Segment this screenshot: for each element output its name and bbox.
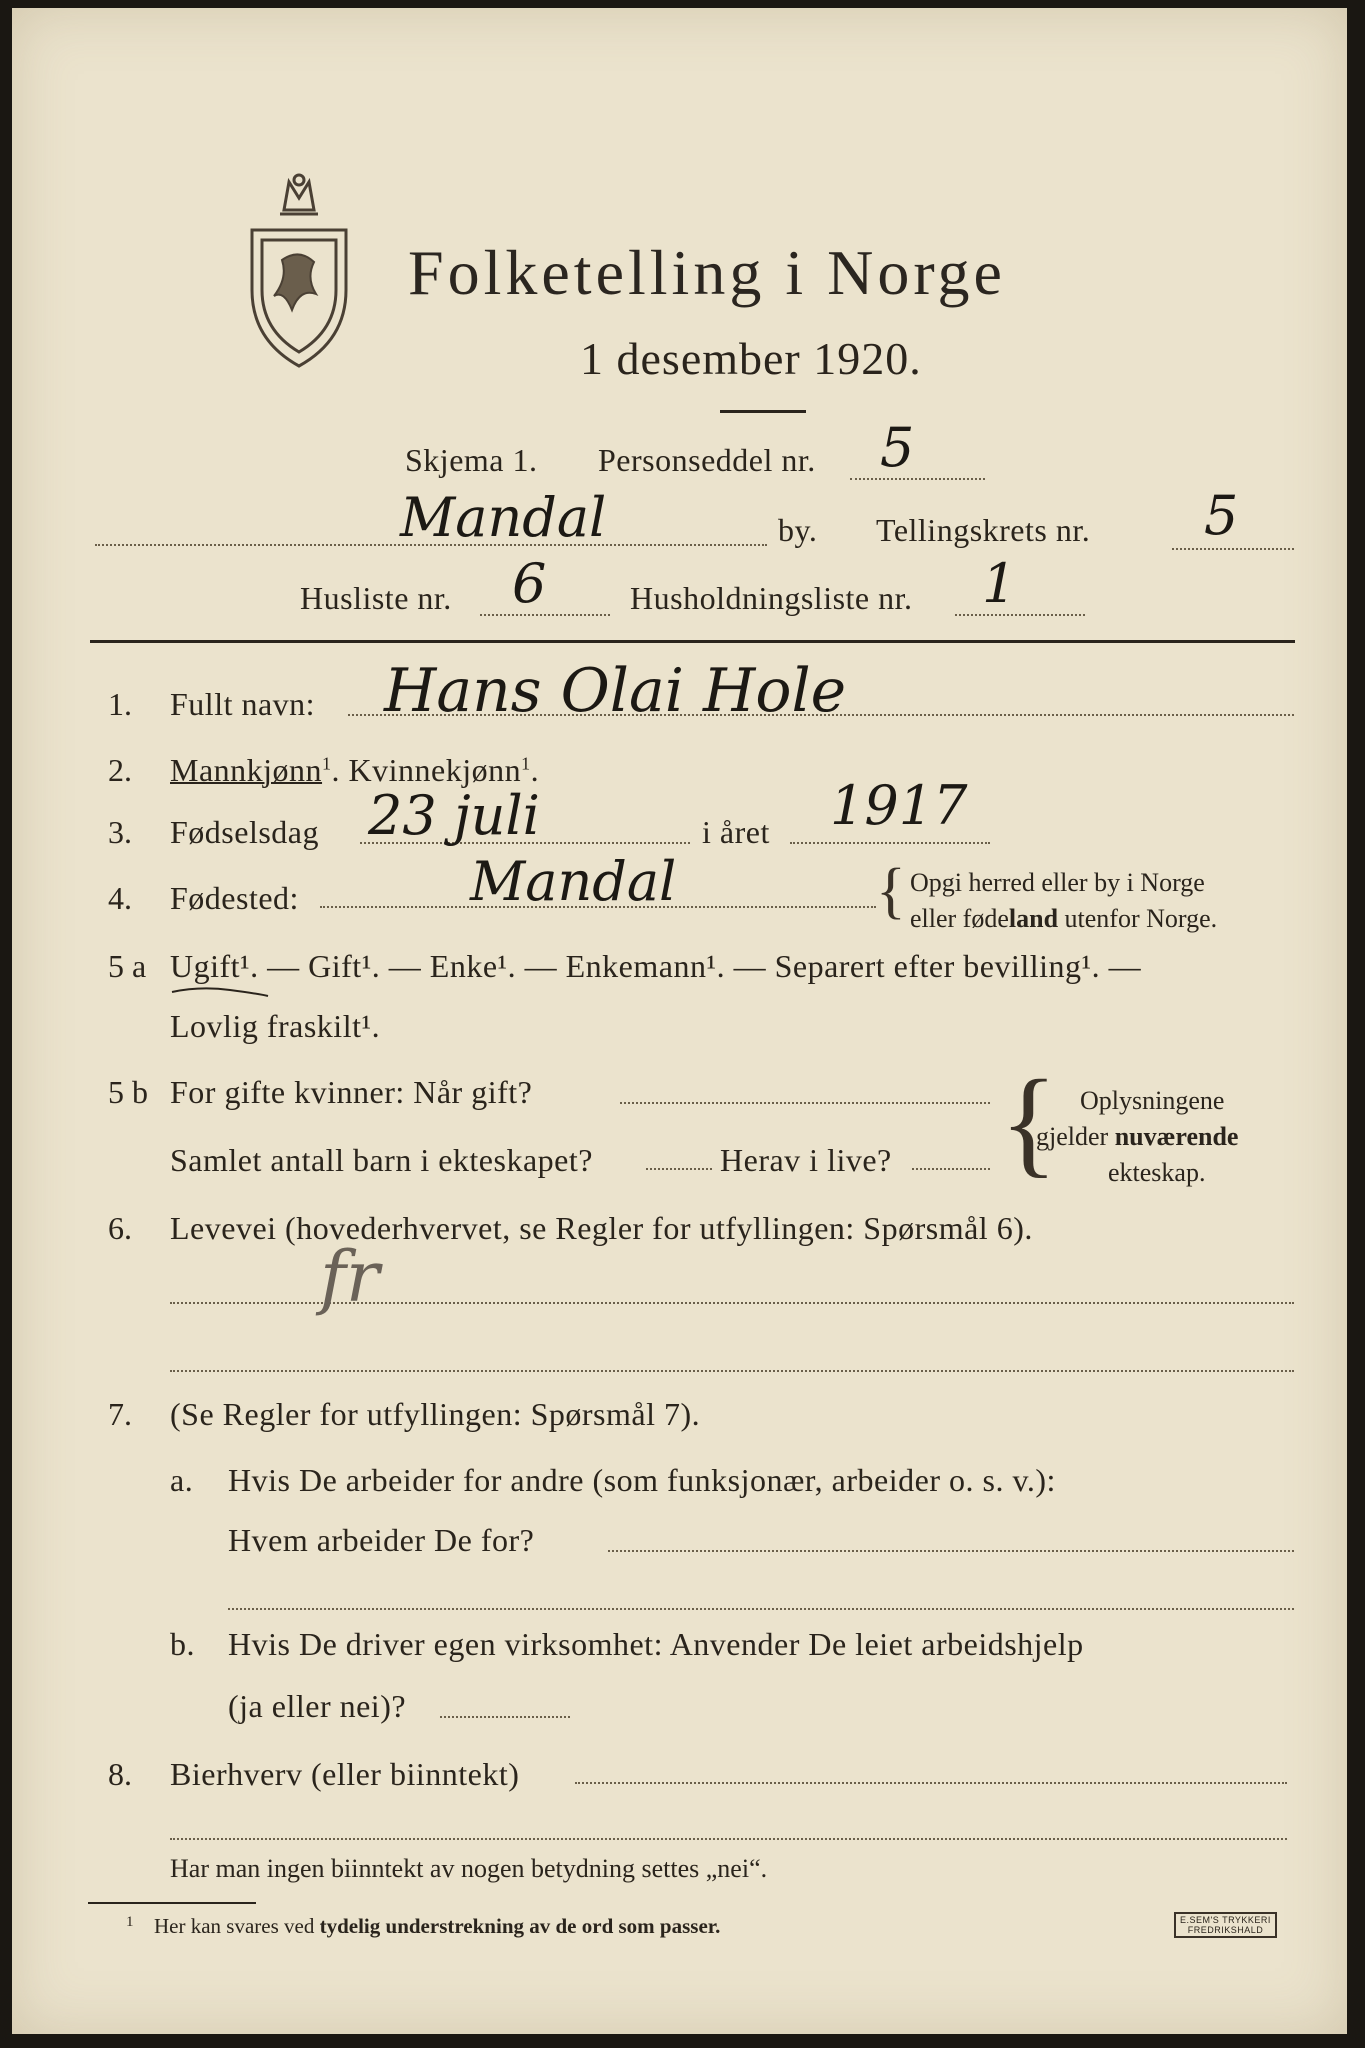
q5b-note-line3: ekteskap. xyxy=(1108,1158,1206,1187)
q5b-note-a: gjelder xyxy=(1036,1122,1115,1151)
q5b-note-brace: { xyxy=(1000,1055,1058,1188)
q3-year-line xyxy=(790,842,990,844)
q5b-married-label: For gifte kvinner: Når gift? xyxy=(170,1074,533,1110)
footnote-text xyxy=(154,1914,720,1939)
q5b-children-label: Samlet antall barn i ekteskapet? xyxy=(170,1142,593,1178)
personseddel-label: Personseddel nr. xyxy=(598,442,816,478)
q4-note-a: eller føde xyxy=(910,904,1009,933)
q4-label: Fødested: xyxy=(170,880,299,916)
male-footnote-mark: 1 xyxy=(322,753,332,774)
q6-line2 xyxy=(170,1370,1294,1372)
q2-number: 2. xyxy=(108,752,132,788)
q5b-note-line1: Oplysningene xyxy=(1080,1086,1225,1115)
q5a-options-line2[interactable]: Lovlig fraskilt¹. xyxy=(170,1008,381,1044)
census-date: 1 desember 1920. xyxy=(580,333,922,384)
personseddel-value[interactable]: 5 xyxy=(880,416,915,479)
q5b-note-b: nuværende xyxy=(1114,1122,1239,1151)
husholdningsliste-label: Husholdningsliste nr. xyxy=(630,580,913,616)
by-label: by. xyxy=(778,512,818,548)
footer-note: Har man ingen biinntekt av nogen betydning settes „nei“. xyxy=(170,1854,768,1883)
q5b-number: 5 b xyxy=(108,1074,148,1110)
female-footnote-mark: 1 xyxy=(521,753,531,774)
footnote-divider xyxy=(88,1902,256,1904)
footnote-mark: 1 xyxy=(126,1914,134,1930)
male-option[interactable]: Mannkjønn xyxy=(170,752,323,788)
q3-year-label: i året xyxy=(702,814,770,850)
personseddel-line xyxy=(850,478,985,480)
q8-line2 xyxy=(170,1838,1287,1840)
q4-note-brace: { xyxy=(876,857,906,925)
printer-line2: FREDRIKSHALD xyxy=(1187,1925,1264,1935)
q4-note-c: utenfor Norge. xyxy=(1058,904,1218,933)
title-divider xyxy=(720,410,806,413)
q1-value[interactable]: Hans Olai Hole xyxy=(384,656,847,726)
ugift-underline-mark xyxy=(170,984,270,998)
q8-number: 8. xyxy=(108,1756,132,1792)
q7b-text: Hvis De driver egen virksomhet: Anvender De leiet arbeidshjelp xyxy=(228,1626,1084,1662)
q1-number: 1. xyxy=(108,686,132,722)
q1-label: Fullt navn: xyxy=(170,686,316,722)
q7-label: (Se Regler for utfyllingen: Spørsmål 7). xyxy=(170,1396,701,1432)
female-option[interactable]: Kvinnekjønn xyxy=(348,752,522,788)
q5a-options[interactable]: Ugift¹. — Gift¹. — Enke¹. — Enkemann¹. — Separert efter bevilling¹. — xyxy=(170,948,1142,984)
q6-value[interactable]: fr xyxy=(320,1236,380,1318)
q2-end: . xyxy=(530,752,540,788)
q5a-number: 5 a xyxy=(108,948,147,984)
q8-line1 xyxy=(575,1782,1287,1784)
q3-year-value[interactable]: 1917 xyxy=(830,774,968,837)
printer-stamp xyxy=(1174,1912,1277,1938)
husholdningsliste-line xyxy=(955,614,1085,616)
skjema-label: Skjema 1. xyxy=(405,442,538,478)
husliste-value[interactable]: 6 xyxy=(512,552,547,615)
q5b-children-line xyxy=(646,1168,712,1170)
q7a-line2 xyxy=(228,1608,1294,1610)
q3-label: Fødselsdag xyxy=(170,814,319,850)
footnote-b: tydelig understrekning av de ord som passer. xyxy=(319,1914,721,1938)
norwegian-coat-of-arms-icon xyxy=(244,170,354,370)
q7b-question: (ja eller nei)? xyxy=(228,1688,407,1724)
husliste-label: Husliste nr. xyxy=(300,580,452,616)
q4-value[interactable]: Mandal xyxy=(470,850,677,913)
tellingskrets-label: Tellingskrets nr. xyxy=(876,512,1091,548)
q8-label: Bierhverv (eller biinntekt) xyxy=(170,1756,520,1792)
q7-number: 7. xyxy=(108,1396,132,1432)
header-divider xyxy=(90,640,1295,643)
q5b-note-line2 xyxy=(1036,1122,1238,1152)
tellingskrets-line xyxy=(1172,548,1294,550)
q7a-line1 xyxy=(608,1550,1294,1552)
q7b-line xyxy=(440,1716,570,1718)
q5b-alive-label: Herav i live? xyxy=(720,1142,892,1178)
q5b-married-line xyxy=(620,1102,990,1104)
q4-note-b: land xyxy=(1008,904,1059,933)
q7a-text: Hvis De arbeider for andre (som funksjonær, arbeider o. s. v.): xyxy=(228,1462,1056,1498)
tellingskrets-value[interactable]: 5 xyxy=(1204,484,1239,547)
q4-note-line1: Opgi herred eller by i Norge xyxy=(910,868,1205,897)
q6-number: 6. xyxy=(108,1210,132,1246)
city-value[interactable]: Mandal xyxy=(400,486,607,549)
q4-note-line2 xyxy=(910,904,1217,934)
printer-line1: E.SEM'S TRYKKERI xyxy=(1180,1915,1271,1925)
q2-separator: . xyxy=(331,752,341,788)
q3-number: 3. xyxy=(108,814,132,850)
husholdningsliste-value[interactable]: 1 xyxy=(982,552,1017,615)
q4-number: 4. xyxy=(108,880,132,916)
q3-day-value[interactable]: 23 juli xyxy=(368,784,540,847)
q7a-question: Hvem arbeider De for? xyxy=(228,1522,535,1558)
q7b-letter: b. xyxy=(170,1626,195,1662)
q5b-alive-line xyxy=(912,1168,990,1170)
q7a-letter: a. xyxy=(170,1462,194,1498)
form-title: Folketelling i Norge xyxy=(408,237,1006,308)
footnote-a: Her kan svares ved xyxy=(154,1914,320,1938)
q6-label: Levevei (hovederhvervet, se Regler for utfyllingen: Spørsmål 6). xyxy=(170,1210,1033,1246)
